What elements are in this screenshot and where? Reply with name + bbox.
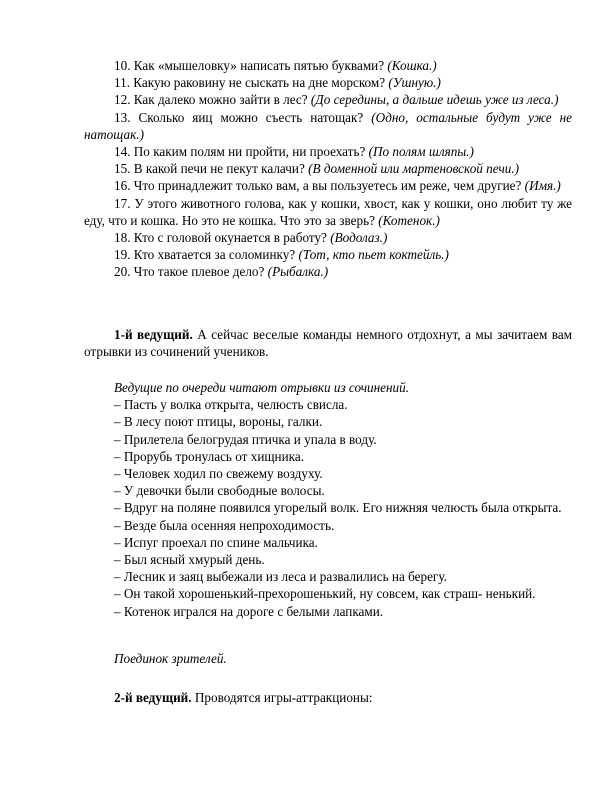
excerpt-line: – Испуг проехал по спине мальчика. <box>114 534 318 550</box>
excerpt-line: – Котенок игрался на дороге с белыми лапками. <box>114 603 384 619</box>
riddle-answer: (По полям шляпы.) <box>368 144 474 160</box>
host1-label: 1-й ведущий. <box>114 327 193 342</box>
host2-label: 2-й ведущий. <box>114 690 192 705</box>
section-title-block <box>84 650 572 667</box>
host2-text: Проводятся игры-аттракционы: <box>194 690 373 705</box>
stage-direction: Ведущие по очереди читают отрывки из сочинений. <box>114 380 410 395</box>
riddle-14: 14. По каким полям ни пройти, ни проехать? (По полям шляпы.) <box>114 144 474 160</box>
excerpt-line: – Был ясный хмурый день. <box>114 552 265 568</box>
riddle-19: 19. Кто хватается за соломинку? (Тот, кто пьет коктейль.) <box>114 247 449 263</box>
excerpt-line: – Прилетела белогрудая птичка и упала в воду. <box>114 431 377 447</box>
riddle-13: 13. Сколько яиц можно съесть натощак? (Одно, остальные будут уже не натощак.) <box>84 109 573 142</box>
riddle-12: 12. Как далеко можно зайти в лес? (До середины, а дальше идешь уже из леса.) <box>114 92 559 108</box>
host1-paragraph <box>84 326 572 360</box>
riddle-10: 10. Как «мышеловку» написать пятью буквами? (Кошка.) <box>114 58 437 73</box>
section-title: Поединок зрителей. <box>114 651 227 666</box>
riddle-answer: (Тот, кто пьет коктейль.) <box>298 247 449 263</box>
excerpt-line: – Везде была осенняя непроходимость. <box>114 517 335 533</box>
riddle-answer: (Котенок.) <box>378 212 440 228</box>
excerpt-line: – У девочки были свободные волосы. <box>114 483 325 499</box>
excerpts-section <box>84 379 572 620</box>
excerpt-line: – Человек ходил по свежему воздуху. <box>114 466 323 482</box>
riddle-11: 11. Какую раковину не сыскать на дне морском? (Ушную.) <box>114 75 441 91</box>
riddle-17: 17. У этого животного голова, как у кошки, хвост, как у кошки, оно любит ту же еду, что и кошка. Но это не кошка. Что это за зверь? (Котенок.) <box>84 195 572 228</box>
riddle-answer: (Кошка.) <box>387 58 437 73</box>
excerpt-line: – В лесу поют птицы, вороны, галки. <box>114 414 323 430</box>
riddles-list <box>84 57 572 281</box>
riddle-18: 18. Кто с головой окунается в работу? (Водолаз.) <box>114 230 388 246</box>
excerpt-line: – Он такой хорошенький-прехорошенький, ну совсем, как страш- ненький. <box>114 586 536 602</box>
riddle-answer: (Водолаз.) <box>330 230 388 246</box>
riddle-15: 15. В какой печи не пекут калачи? (В доменной или мартеновской печи.) <box>114 161 520 177</box>
excerpt-line: – Лесник и заяц выбежали из леса и развалились на берегу. <box>114 569 447 585</box>
riddle-answer: (Одно, остальные будут уже не натощак.) <box>84 109 573 142</box>
excerpt-line: – Вдруг на поляне появился угорелый волк. Его нижняя челюсть была открыта. <box>114 500 562 516</box>
riddle-16: 16. Что принадлежит только вам, а вы пользуетесь им реже, чем другие? (Имя.) <box>114 178 561 194</box>
riddle-answer: (Имя.) <box>524 178 561 194</box>
excerpt-line: – Пасть у волка открыта, челюсть свисла. <box>114 397 348 413</box>
riddle-answer: (Рыбалка.) <box>267 264 329 280</box>
riddle-20: 20. Что такое плевое дело? (Рыбалка.) <box>114 264 329 280</box>
riddle-answer: (Ушную.) <box>388 75 441 91</box>
riddle-answer: (В доменной или мартеновской печи.) <box>308 161 520 177</box>
host2-paragraph <box>84 689 572 706</box>
host1-text: А сейчас веселые команды немного отдохнут, а мы зачитаем вам отрывки из сочинений учеников. <box>84 327 573 360</box>
riddle-answer: (До середины, а дальше идешь уже из леса.) <box>310 92 559 108</box>
excerpt-line: – Прорубь тронулась от хищника. <box>114 448 305 464</box>
